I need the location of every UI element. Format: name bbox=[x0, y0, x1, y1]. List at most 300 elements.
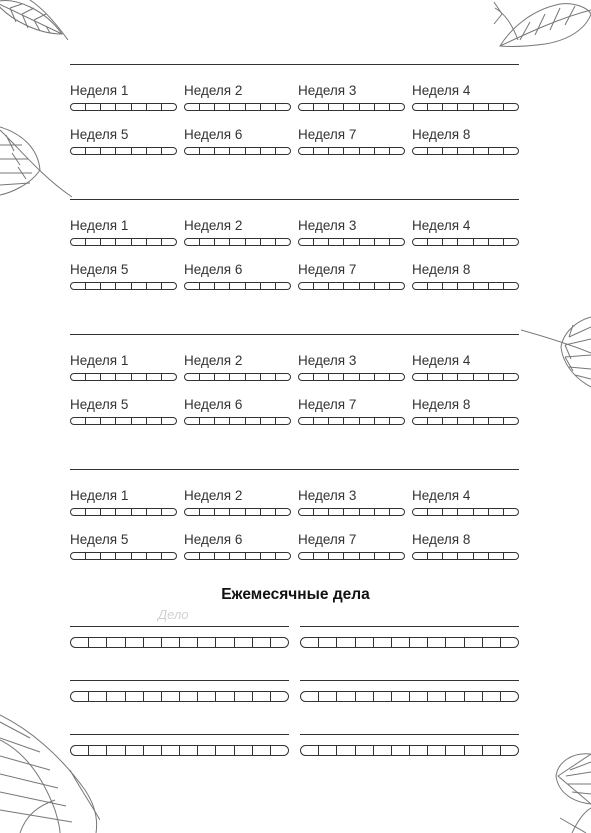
day-checkbox[interactable] bbox=[185, 553, 200, 559]
day-checkbox[interactable] bbox=[162, 148, 176, 154]
task-checkbox[interactable] bbox=[235, 692, 253, 701]
day-checkbox[interactable] bbox=[200, 509, 215, 515]
task-name-line[interactable] bbox=[300, 626, 519, 627]
day-checkbox[interactable] bbox=[116, 418, 131, 424]
day-checkbox[interactable] bbox=[299, 553, 314, 559]
day-checkbox[interactable] bbox=[314, 509, 329, 515]
day-checkbox[interactable] bbox=[261, 283, 276, 289]
task-checkbox[interactable] bbox=[356, 638, 374, 647]
day-checkbox[interactable] bbox=[474, 553, 489, 559]
day-checkbox[interactable] bbox=[276, 104, 290, 110]
day-checkbox[interactable] bbox=[413, 104, 428, 110]
task-checkbox[interactable] bbox=[446, 746, 464, 755]
day-checkbox[interactable] bbox=[360, 148, 375, 154]
day-checkbox[interactable] bbox=[71, 374, 86, 380]
day-checkbox[interactable] bbox=[329, 553, 344, 559]
day-checkbox[interactable] bbox=[230, 283, 245, 289]
task-checkbox[interactable] bbox=[410, 692, 428, 701]
day-checkbox[interactable] bbox=[390, 374, 404, 380]
day-checkbox[interactable] bbox=[390, 104, 404, 110]
day-checkbox[interactable] bbox=[261, 104, 276, 110]
day-checkbox[interactable] bbox=[101, 509, 116, 515]
task-name-line[interactable] bbox=[70, 680, 289, 681]
task-checkbox[interactable] bbox=[392, 746, 410, 755]
day-checkbox[interactable] bbox=[428, 374, 443, 380]
day-checkbox[interactable] bbox=[101, 239, 116, 245]
day-checkbox[interactable] bbox=[132, 283, 147, 289]
day-checkbox[interactable] bbox=[375, 283, 390, 289]
day-checkbox[interactable] bbox=[116, 104, 131, 110]
task-checkbox[interactable] bbox=[107, 692, 125, 701]
day-checkbox[interactable] bbox=[360, 418, 375, 424]
day-checkbox[interactable] bbox=[116, 148, 131, 154]
task-checkbox[interactable] bbox=[89, 692, 107, 701]
day-checkbox[interactable] bbox=[428, 148, 443, 154]
task-checkbox[interactable] bbox=[126, 746, 144, 755]
day-checkbox[interactable] bbox=[375, 509, 390, 515]
day-checkbox[interactable] bbox=[276, 374, 290, 380]
day-checkbox[interactable] bbox=[390, 148, 404, 154]
day-checkbox[interactable] bbox=[443, 553, 458, 559]
day-checkbox[interactable] bbox=[489, 104, 504, 110]
day-checkbox[interactable] bbox=[215, 148, 230, 154]
task-checkbox[interactable] bbox=[501, 746, 518, 755]
task-checkbox[interactable] bbox=[501, 638, 518, 647]
day-checkbox[interactable] bbox=[299, 148, 314, 154]
day-checkbox[interactable] bbox=[261, 553, 276, 559]
day-checkbox[interactable] bbox=[86, 148, 101, 154]
day-checkbox[interactable] bbox=[132, 553, 147, 559]
day-checkbox[interactable] bbox=[458, 374, 473, 380]
day-checkbox[interactable] bbox=[474, 418, 489, 424]
day-checkbox[interactable] bbox=[390, 239, 404, 245]
day-checkbox[interactable] bbox=[200, 283, 215, 289]
day-checkbox[interactable] bbox=[489, 553, 504, 559]
task-checkbox[interactable] bbox=[301, 638, 319, 647]
day-checkbox[interactable] bbox=[329, 148, 344, 154]
day-checkbox[interactable] bbox=[489, 418, 504, 424]
task-checkbox[interactable] bbox=[180, 692, 198, 701]
day-checkbox[interactable] bbox=[86, 509, 101, 515]
day-checkbox[interactable] bbox=[428, 104, 443, 110]
task-checkbox[interactable] bbox=[319, 692, 337, 701]
task-checkbox[interactable] bbox=[144, 692, 162, 701]
task-checkbox[interactable] bbox=[235, 746, 253, 755]
task-checkbox[interactable] bbox=[337, 746, 355, 755]
task-checkbox[interactable] bbox=[198, 638, 216, 647]
day-checkbox[interactable] bbox=[86, 374, 101, 380]
task-checkbox[interactable] bbox=[71, 638, 89, 647]
day-checkbox[interactable] bbox=[116, 374, 131, 380]
day-checkbox[interactable] bbox=[504, 239, 518, 245]
day-checkbox[interactable] bbox=[230, 104, 245, 110]
day-checkbox[interactable] bbox=[474, 374, 489, 380]
day-checkbox[interactable] bbox=[71, 239, 86, 245]
day-checkbox[interactable] bbox=[276, 283, 290, 289]
habit-name-line[interactable] bbox=[70, 334, 519, 335]
day-checkbox[interactable] bbox=[360, 553, 375, 559]
day-checkbox[interactable] bbox=[230, 148, 245, 154]
day-checkbox[interactable] bbox=[116, 509, 131, 515]
day-checkbox[interactable] bbox=[185, 239, 200, 245]
day-checkbox[interactable] bbox=[185, 283, 200, 289]
day-checkbox[interactable] bbox=[344, 374, 359, 380]
day-checkbox[interactable] bbox=[200, 374, 215, 380]
day-checkbox[interactable] bbox=[71, 418, 86, 424]
day-checkbox[interactable] bbox=[200, 553, 215, 559]
day-checkbox[interactable] bbox=[200, 239, 215, 245]
day-checkbox[interactable] bbox=[489, 509, 504, 515]
task-checkbox[interactable] bbox=[198, 692, 216, 701]
day-checkbox[interactable] bbox=[162, 374, 176, 380]
day-checkbox[interactable] bbox=[375, 104, 390, 110]
day-checkbox[interactable] bbox=[185, 104, 200, 110]
day-checkbox[interactable] bbox=[489, 283, 504, 289]
day-checkbox[interactable] bbox=[375, 239, 390, 245]
habit-name-line[interactable] bbox=[70, 64, 519, 65]
day-checkbox[interactable] bbox=[443, 104, 458, 110]
day-checkbox[interactable] bbox=[215, 374, 230, 380]
day-checkbox[interactable] bbox=[246, 283, 261, 289]
day-checkbox[interactable] bbox=[132, 148, 147, 154]
day-checkbox[interactable] bbox=[474, 104, 489, 110]
day-checkbox[interactable] bbox=[329, 509, 344, 515]
day-checkbox[interactable] bbox=[458, 104, 473, 110]
task-checkbox[interactable] bbox=[392, 692, 410, 701]
day-checkbox[interactable] bbox=[230, 239, 245, 245]
day-checkbox[interactable] bbox=[413, 553, 428, 559]
day-checkbox[interactable] bbox=[443, 239, 458, 245]
day-checkbox[interactable] bbox=[215, 104, 230, 110]
task-checkbox[interactable] bbox=[253, 638, 271, 647]
task-checkbox[interactable] bbox=[216, 692, 234, 701]
task-checkbox[interactable] bbox=[107, 638, 125, 647]
day-checkbox[interactable] bbox=[360, 104, 375, 110]
day-checkbox[interactable] bbox=[329, 374, 344, 380]
day-checkbox[interactable] bbox=[504, 283, 518, 289]
day-checkbox[interactable] bbox=[474, 509, 489, 515]
day-checkbox[interactable] bbox=[344, 418, 359, 424]
day-checkbox[interactable] bbox=[344, 148, 359, 154]
day-checkbox[interactable] bbox=[413, 418, 428, 424]
task-checkbox[interactable] bbox=[216, 638, 234, 647]
day-checkbox[interactable] bbox=[504, 553, 518, 559]
day-checkbox[interactable] bbox=[116, 553, 131, 559]
task-checkbox[interactable] bbox=[428, 692, 446, 701]
task-checkbox[interactable] bbox=[235, 638, 253, 647]
day-checkbox[interactable] bbox=[504, 418, 518, 424]
task-checkbox[interactable] bbox=[483, 692, 501, 701]
day-checkbox[interactable] bbox=[185, 418, 200, 424]
day-checkbox[interactable] bbox=[314, 374, 329, 380]
day-checkbox[interactable] bbox=[101, 104, 116, 110]
day-checkbox[interactable] bbox=[344, 509, 359, 515]
day-checkbox[interactable] bbox=[71, 148, 86, 154]
day-checkbox[interactable] bbox=[276, 148, 290, 154]
task-checkbox[interactable] bbox=[144, 746, 162, 755]
day-checkbox[interactable] bbox=[458, 509, 473, 515]
task-checkbox[interactable] bbox=[126, 638, 144, 647]
task-checkbox[interactable] bbox=[144, 638, 162, 647]
day-checkbox[interactable] bbox=[86, 239, 101, 245]
day-checkbox[interactable] bbox=[375, 418, 390, 424]
day-checkbox[interactable] bbox=[215, 509, 230, 515]
habit-name-line[interactable] bbox=[70, 469, 519, 470]
day-checkbox[interactable] bbox=[314, 148, 329, 154]
day-checkbox[interactable] bbox=[504, 104, 518, 110]
day-checkbox[interactable] bbox=[375, 374, 390, 380]
task-checkbox[interactable] bbox=[126, 692, 144, 701]
day-checkbox[interactable] bbox=[504, 148, 518, 154]
day-checkbox[interactable] bbox=[215, 553, 230, 559]
day-checkbox[interactable] bbox=[474, 239, 489, 245]
day-checkbox[interactable] bbox=[230, 374, 245, 380]
day-checkbox[interactable] bbox=[458, 283, 473, 289]
day-checkbox[interactable] bbox=[299, 374, 314, 380]
day-checkbox[interactable] bbox=[101, 374, 116, 380]
day-checkbox[interactable] bbox=[443, 283, 458, 289]
day-checkbox[interactable] bbox=[185, 148, 200, 154]
day-checkbox[interactable] bbox=[474, 283, 489, 289]
task-checkbox[interactable] bbox=[319, 746, 337, 755]
day-checkbox[interactable] bbox=[147, 283, 162, 289]
task-checkbox[interactable] bbox=[465, 638, 483, 647]
day-checkbox[interactable] bbox=[261, 374, 276, 380]
day-checkbox[interactable] bbox=[458, 148, 473, 154]
day-checkbox[interactable] bbox=[360, 509, 375, 515]
day-checkbox[interactable] bbox=[147, 509, 162, 515]
day-checkbox[interactable] bbox=[132, 418, 147, 424]
day-checkbox[interactable] bbox=[162, 283, 176, 289]
day-checkbox[interactable] bbox=[390, 283, 404, 289]
day-checkbox[interactable] bbox=[86, 104, 101, 110]
day-checkbox[interactable] bbox=[299, 509, 314, 515]
task-checkbox[interactable] bbox=[162, 746, 180, 755]
day-checkbox[interactable] bbox=[101, 148, 116, 154]
day-checkbox[interactable] bbox=[443, 148, 458, 154]
task-checkbox[interactable] bbox=[374, 638, 392, 647]
day-checkbox[interactable] bbox=[443, 374, 458, 380]
day-checkbox[interactable] bbox=[428, 239, 443, 245]
task-checkbox[interactable] bbox=[410, 638, 428, 647]
task-checkbox[interactable] bbox=[198, 746, 216, 755]
day-checkbox[interactable] bbox=[162, 509, 176, 515]
day-checkbox[interactable] bbox=[101, 418, 116, 424]
task-checkbox[interactable] bbox=[483, 638, 501, 647]
task-checkbox[interactable] bbox=[337, 638, 355, 647]
day-checkbox[interactable] bbox=[132, 374, 147, 380]
task-name-line[interactable] bbox=[70, 626, 289, 627]
day-checkbox[interactable] bbox=[360, 239, 375, 245]
day-checkbox[interactable] bbox=[147, 418, 162, 424]
task-checkbox[interactable] bbox=[271, 638, 288, 647]
day-checkbox[interactable] bbox=[147, 148, 162, 154]
task-checkbox[interactable] bbox=[319, 638, 337, 647]
task-checkbox[interactable] bbox=[162, 692, 180, 701]
day-checkbox[interactable] bbox=[162, 104, 176, 110]
day-checkbox[interactable] bbox=[329, 418, 344, 424]
day-checkbox[interactable] bbox=[246, 104, 261, 110]
task-checkbox[interactable] bbox=[271, 692, 288, 701]
day-checkbox[interactable] bbox=[458, 553, 473, 559]
task-checkbox[interactable] bbox=[301, 692, 319, 701]
day-checkbox[interactable] bbox=[185, 509, 200, 515]
day-checkbox[interactable] bbox=[276, 553, 290, 559]
day-checkbox[interactable] bbox=[390, 418, 404, 424]
day-checkbox[interactable] bbox=[413, 239, 428, 245]
day-checkbox[interactable] bbox=[504, 374, 518, 380]
day-checkbox[interactable] bbox=[299, 283, 314, 289]
day-checkbox[interactable] bbox=[390, 553, 404, 559]
day-checkbox[interactable] bbox=[458, 418, 473, 424]
day-checkbox[interactable] bbox=[230, 418, 245, 424]
task-checkbox[interactable] bbox=[356, 746, 374, 755]
task-checkbox[interactable] bbox=[253, 746, 271, 755]
task-checkbox[interactable] bbox=[89, 638, 107, 647]
day-checkbox[interactable] bbox=[360, 374, 375, 380]
day-checkbox[interactable] bbox=[215, 418, 230, 424]
day-checkbox[interactable] bbox=[276, 509, 290, 515]
day-checkbox[interactable] bbox=[314, 283, 329, 289]
day-checkbox[interactable] bbox=[246, 239, 261, 245]
day-checkbox[interactable] bbox=[261, 239, 276, 245]
day-checkbox[interactable] bbox=[147, 239, 162, 245]
day-checkbox[interactable] bbox=[200, 418, 215, 424]
task-checkbox[interactable] bbox=[392, 638, 410, 647]
day-checkbox[interactable] bbox=[504, 509, 518, 515]
task-checkbox[interactable] bbox=[410, 746, 428, 755]
day-checkbox[interactable] bbox=[474, 148, 489, 154]
day-checkbox[interactable] bbox=[246, 148, 261, 154]
day-checkbox[interactable] bbox=[344, 104, 359, 110]
day-checkbox[interactable] bbox=[246, 374, 261, 380]
day-checkbox[interactable] bbox=[413, 148, 428, 154]
task-checkbox[interactable] bbox=[356, 692, 374, 701]
day-checkbox[interactable] bbox=[314, 418, 329, 424]
task-checkbox[interactable] bbox=[465, 692, 483, 701]
task-checkbox[interactable] bbox=[216, 746, 234, 755]
day-checkbox[interactable] bbox=[116, 239, 131, 245]
habit-name-line[interactable] bbox=[70, 199, 519, 200]
day-checkbox[interactable] bbox=[200, 104, 215, 110]
task-checkbox[interactable] bbox=[271, 746, 288, 755]
task-checkbox[interactable] bbox=[337, 692, 355, 701]
day-checkbox[interactable] bbox=[390, 509, 404, 515]
day-checkbox[interactable] bbox=[375, 148, 390, 154]
day-checkbox[interactable] bbox=[360, 283, 375, 289]
day-checkbox[interactable] bbox=[428, 509, 443, 515]
task-checkbox[interactable] bbox=[501, 692, 518, 701]
day-checkbox[interactable] bbox=[413, 374, 428, 380]
day-checkbox[interactable] bbox=[162, 239, 176, 245]
day-checkbox[interactable] bbox=[443, 509, 458, 515]
day-checkbox[interactable] bbox=[101, 283, 116, 289]
day-checkbox[interactable] bbox=[299, 239, 314, 245]
day-checkbox[interactable] bbox=[443, 418, 458, 424]
day-checkbox[interactable] bbox=[246, 418, 261, 424]
task-checkbox[interactable] bbox=[107, 746, 125, 755]
day-checkbox[interactable] bbox=[314, 553, 329, 559]
task-checkbox[interactable] bbox=[180, 638, 198, 647]
day-checkbox[interactable] bbox=[162, 418, 176, 424]
task-checkbox[interactable] bbox=[89, 746, 107, 755]
day-checkbox[interactable] bbox=[329, 104, 344, 110]
day-checkbox[interactable] bbox=[200, 148, 215, 154]
day-checkbox[interactable] bbox=[230, 509, 245, 515]
day-checkbox[interactable] bbox=[428, 283, 443, 289]
day-checkbox[interactable] bbox=[458, 239, 473, 245]
task-checkbox[interactable] bbox=[253, 692, 271, 701]
day-checkbox[interactable] bbox=[230, 553, 245, 559]
day-checkbox[interactable] bbox=[116, 283, 131, 289]
day-checkbox[interactable] bbox=[185, 374, 200, 380]
day-checkbox[interactable] bbox=[261, 418, 276, 424]
day-checkbox[interactable] bbox=[276, 418, 290, 424]
task-checkbox[interactable] bbox=[71, 746, 89, 755]
task-name-line[interactable] bbox=[300, 680, 519, 681]
task-checkbox[interactable] bbox=[446, 638, 464, 647]
task-checkbox[interactable] bbox=[71, 692, 89, 701]
day-checkbox[interactable] bbox=[413, 509, 428, 515]
day-checkbox[interactable] bbox=[86, 418, 101, 424]
day-checkbox[interactable] bbox=[246, 509, 261, 515]
day-checkbox[interactable] bbox=[344, 553, 359, 559]
day-checkbox[interactable] bbox=[71, 283, 86, 289]
day-checkbox[interactable] bbox=[314, 239, 329, 245]
day-checkbox[interactable] bbox=[147, 374, 162, 380]
task-checkbox[interactable] bbox=[180, 746, 198, 755]
day-checkbox[interactable] bbox=[132, 509, 147, 515]
task-name-placeholder[interactable]: Дело bbox=[158, 607, 189, 622]
day-checkbox[interactable] bbox=[489, 148, 504, 154]
task-checkbox[interactable] bbox=[374, 746, 392, 755]
task-name-line[interactable] bbox=[300, 734, 519, 735]
day-checkbox[interactable] bbox=[428, 418, 443, 424]
day-checkbox[interactable] bbox=[71, 509, 86, 515]
day-checkbox[interactable] bbox=[489, 239, 504, 245]
task-checkbox[interactable] bbox=[374, 692, 392, 701]
day-checkbox[interactable] bbox=[132, 104, 147, 110]
day-checkbox[interactable] bbox=[261, 148, 276, 154]
task-checkbox[interactable] bbox=[162, 638, 180, 647]
task-name-line[interactable] bbox=[70, 734, 289, 735]
day-checkbox[interactable] bbox=[428, 553, 443, 559]
day-checkbox[interactable] bbox=[344, 239, 359, 245]
day-checkbox[interactable] bbox=[489, 374, 504, 380]
day-checkbox[interactable] bbox=[162, 553, 176, 559]
task-checkbox[interactable] bbox=[428, 638, 446, 647]
day-checkbox[interactable] bbox=[276, 239, 290, 245]
day-checkbox[interactable] bbox=[215, 239, 230, 245]
task-checkbox[interactable] bbox=[465, 746, 483, 755]
day-checkbox[interactable] bbox=[71, 104, 86, 110]
day-checkbox[interactable] bbox=[86, 283, 101, 289]
day-checkbox[interactable] bbox=[71, 553, 86, 559]
day-checkbox[interactable] bbox=[299, 418, 314, 424]
day-checkbox[interactable] bbox=[147, 553, 162, 559]
day-checkbox[interactable] bbox=[413, 283, 428, 289]
day-checkbox[interactable] bbox=[344, 283, 359, 289]
day-checkbox[interactable] bbox=[147, 104, 162, 110]
day-checkbox[interactable] bbox=[86, 553, 101, 559]
day-checkbox[interactable] bbox=[132, 239, 147, 245]
day-checkbox[interactable] bbox=[246, 553, 261, 559]
day-checkbox[interactable] bbox=[299, 104, 314, 110]
day-checkbox[interactable] bbox=[329, 239, 344, 245]
task-checkbox[interactable] bbox=[301, 746, 319, 755]
task-checkbox[interactable] bbox=[483, 746, 501, 755]
task-checkbox[interactable] bbox=[428, 746, 446, 755]
